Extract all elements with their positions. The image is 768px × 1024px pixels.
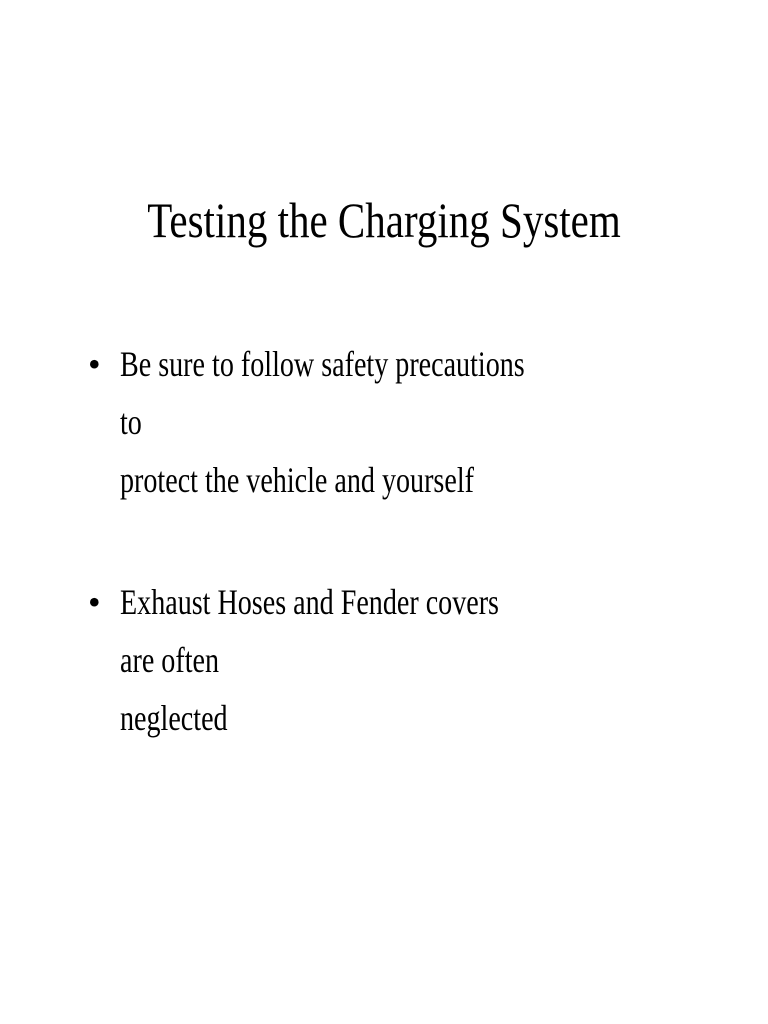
bullet-icon: • <box>88 582 101 622</box>
bullet-text-exhaust: Exhaust Hoses and Fender covers are often neglected <box>120 582 499 738</box>
bullet-list <box>88 335 728 811</box>
bullet-icon: • <box>88 344 101 384</box>
bullet-item-exhaust <box>88 573 728 747</box>
slide-title: Testing the Charging System <box>147 192 621 248</box>
bullet-item-safety <box>88 335 728 509</box>
bullet-text-safety: Be sure to follow safety precautions to protect the vehicle and yourself <box>120 344 525 500</box>
